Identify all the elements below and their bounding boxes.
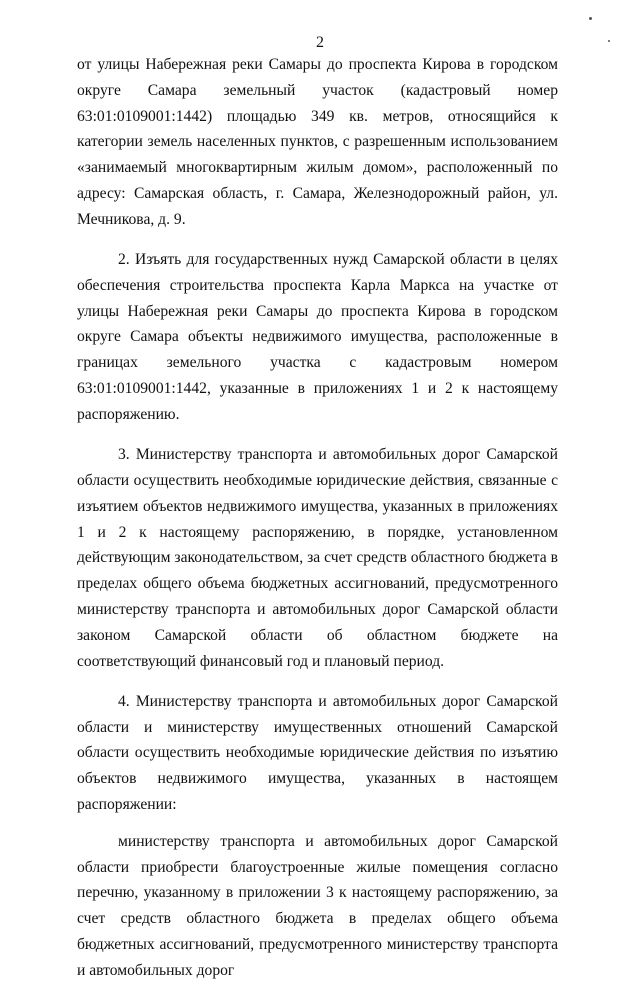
scan-speck (608, 40, 610, 42)
scan-speck (589, 17, 592, 20)
paragraph-gap (77, 674, 558, 689)
document-body (77, 52, 558, 984)
paragraph-land-plot: от улицы Набережная реки Самары до проспекта Кирова в городском округе Самара земельный участок (кадастровый номер 63:01:0109001:1442) площадью 349 кв. метров, относящийся к категории земель населенных пунктов, с разрешенным использованием «занимаемый многоквартирным жилым домом», расположенный по адресу: Самарская область, г. Самара, Железнодорожный район, ул. Мечникова, д. 9. (77, 56, 558, 228)
paragraph-item-4: 4. Министерству транспорта и автомобильных дорог Самарской области и министерству имущественных отношений Самарской области осуществить необходимые юридические действия по изъятию объектов недвижимого имущества, указанных в настоящем распоряжении: (77, 692, 558, 814)
paragraph-gap (77, 428, 558, 443)
paragraph-item-2: 2. Изъять для государственных нужд Самарской области в целях обеспечения строительства проспекта Карла Маркса на участке от улицы Набережная реки Самары до проспекта Кирова в городском округе Самара объекты недвижимого имущества, расположенные в границах земельного участка с кадастровым номером 63:01:0109001:1442, указанные в приложениях 1 и 2 к настоящему распоряжению. (77, 251, 558, 423)
page-number: 2 (316, 34, 324, 51)
paragraph-item-3: 3. Министерству транспорта и автомобильных дорог Самарской области осуществить необходимые юридические действия, связанные с изъятием объектов недвижимого имущества, указанных в приложениях 1 и 2 к настоящему распоряжению, в порядке, установленном действующим законодательством, за счет средств областного бюджета в пределах общего объема бюджетных ассигнований, предусмотренного министерству транспорта и автомобильных дорог Самарской области законом Самарской области об областном бюджете на соответствующий финансовый год и плановый период. (77, 446, 558, 670)
paragraph-item-4-subclause: министерству транспорта и автомобильных дорог Самарской области приобрести благоустроенные жилые помещения согласно перечню, указанному в приложении 3 к настоящему распоряжению, за счет средств областного бюджета в пределах общего объема бюджетных ассигнований, предусмотренного министерству транспорта и автомобильных дорог (77, 832, 558, 979)
paragraph-gap (77, 233, 558, 248)
paragraph-gap (77, 818, 558, 829)
